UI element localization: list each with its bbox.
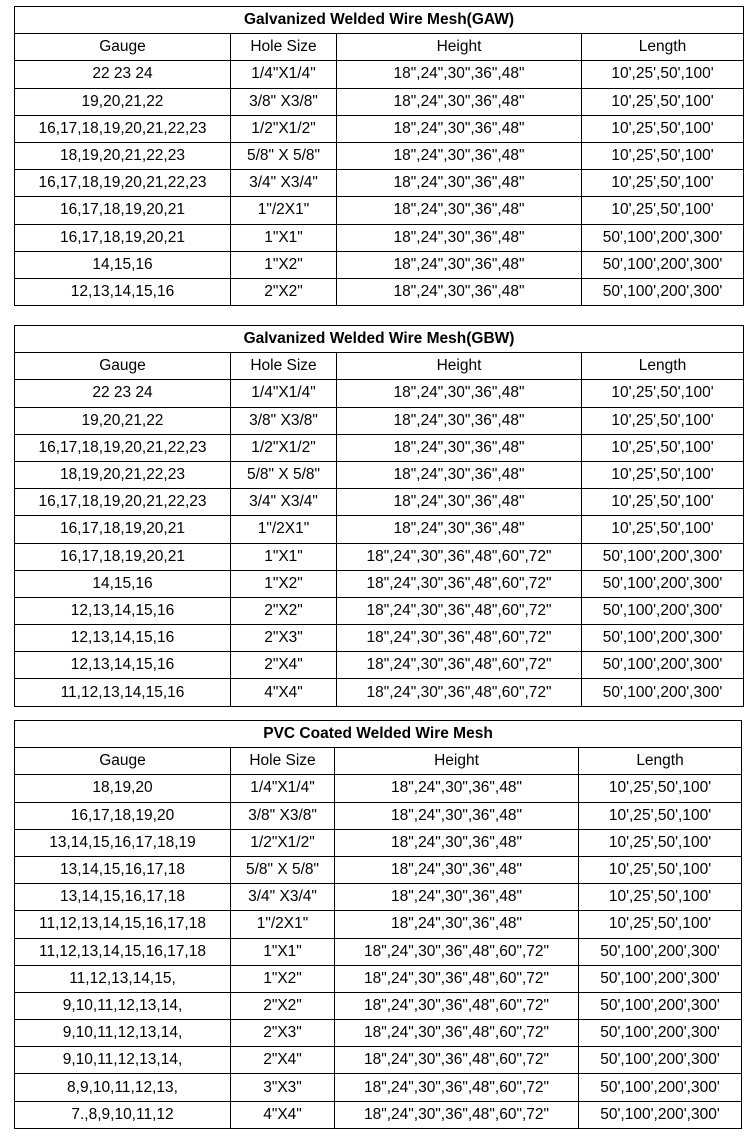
- cell-gauge: 11,12,13,14,15,16,17,18: [15, 911, 231, 938]
- table-header-row: [15, 34, 744, 61]
- header-length: Length: [582, 34, 744, 61]
- header-length: Length: [579, 748, 742, 775]
- cell-height: 18",24",30",36",48": [335, 802, 579, 829]
- cell-hole-size: 2"X4": [231, 652, 337, 679]
- table-row: [15, 543, 744, 570]
- cell-hole-size: 1"/2X1": [231, 911, 335, 938]
- header-height: Height: [335, 748, 579, 775]
- cell-height: 18",24",30",36",48",60",72": [335, 965, 579, 992]
- table-title: Galvanized Welded Wire Mesh(GAW): [15, 7, 744, 34]
- cell-length: 50',100',200',300': [579, 1020, 742, 1047]
- cell-height: 18",24",30",36",48",60",72": [337, 570, 582, 597]
- cell-length: 10',25',50',100': [582, 115, 744, 142]
- table-body: [15, 326, 744, 707]
- table-title: Galvanized Welded Wire Mesh(GBW): [15, 326, 744, 353]
- cell-length: 10',25',50',100': [582, 197, 744, 224]
- cell-gauge: 12,13,14,15,16: [15, 278, 231, 305]
- cell-hole-size: 1"X1": [231, 224, 337, 251]
- table-row: [15, 61, 744, 88]
- cell-hole-size: 1/4"X1/4": [231, 775, 335, 802]
- gaw-spec-table: [14, 6, 744, 306]
- cell-gauge: 16,17,18,19,20,21,22,23: [15, 489, 231, 516]
- cell-gauge: 11,12,13,14,15,16: [15, 679, 231, 706]
- table-header-row: [15, 353, 744, 380]
- table-row: [15, 652, 744, 679]
- table-row: [15, 911, 742, 938]
- table-row: [15, 938, 742, 965]
- table-row: [15, 434, 744, 461]
- cell-hole-size: 3/4" X3/4": [231, 884, 335, 911]
- header-hole-size: Hole Size: [231, 353, 337, 380]
- cell-height: 18",24",30",36",48": [337, 380, 582, 407]
- cell-gauge: 16,17,18,19,20: [15, 802, 231, 829]
- table-row: [15, 570, 744, 597]
- cell-gauge: 12,13,14,15,16: [15, 597, 231, 624]
- cell-length: 50',100',200',300': [579, 1047, 742, 1074]
- cell-hole-size: 4"X4": [231, 1101, 335, 1128]
- cell-gauge: 18,19,20,21,22,23: [15, 142, 231, 169]
- cell-hole-size: 5/8" X 5/8": [231, 856, 335, 883]
- header-hole-size: Hole Size: [231, 34, 337, 61]
- table-row: [15, 170, 744, 197]
- cell-hole-size: 1"/2X1": [231, 197, 337, 224]
- cell-height: 18",24",30",36",48": [337, 170, 582, 197]
- table-header-row: [15, 748, 742, 775]
- cell-length: 10',25',50',100': [582, 170, 744, 197]
- cell-gauge: 12,13,14,15,16: [15, 625, 231, 652]
- table-body: [15, 7, 744, 306]
- table-row: [15, 965, 742, 992]
- cell-hole-size: 3"X3": [231, 1074, 335, 1101]
- cell-height: 18",24",30",36",48": [337, 516, 582, 543]
- cell-gauge: 16,17,18,19,20,21: [15, 543, 231, 570]
- cell-length: 10',25',50',100': [582, 61, 744, 88]
- table-title: PVC Coated Welded Wire Mesh: [15, 721, 742, 748]
- cell-gauge: 11,12,13,14,15,16,17,18: [15, 938, 231, 965]
- cell-length: 10',25',50',100': [579, 911, 742, 938]
- header-gauge: Gauge: [15, 748, 231, 775]
- cell-gauge: 13,14,15,16,17,18,19: [15, 829, 231, 856]
- cell-length: 50',100',200',300': [582, 679, 744, 706]
- cell-length: 50',100',200',300': [579, 938, 742, 965]
- cell-height: 18",24",30",36",48": [337, 88, 582, 115]
- cell-length: 50',100',200',300': [582, 543, 744, 570]
- cell-gauge: 22 23 24: [15, 380, 231, 407]
- cell-hole-size: 1"X2": [231, 251, 337, 278]
- cell-height: 18",24",30",36",48",60",72": [335, 1047, 579, 1074]
- cell-height: 18",24",30",36",48",60",72": [337, 543, 582, 570]
- cell-hole-size: 5/8" X 5/8": [231, 461, 337, 488]
- cell-length: 50',100',200',300': [579, 992, 742, 1019]
- cell-gauge: 13,14,15,16,17,18: [15, 856, 231, 883]
- cell-hole-size: 1"X1": [231, 543, 337, 570]
- pvc-spec-table: [14, 720, 742, 1129]
- cell-hole-size: 2"X2": [231, 597, 337, 624]
- table-row: [15, 829, 742, 856]
- cell-length: 10',25',50',100': [582, 407, 744, 434]
- cell-height: 18",24",30",36",48": [335, 884, 579, 911]
- cell-gauge: 14,15,16: [15, 251, 231, 278]
- table-row: [15, 516, 744, 543]
- cell-height: 18",24",30",36",48": [335, 775, 579, 802]
- table-body: [15, 721, 742, 1129]
- cell-hole-size: 5/8" X 5/8": [231, 142, 337, 169]
- cell-height: 18",24",30",36",48": [337, 278, 582, 305]
- cell-length: 10',25',50',100': [582, 461, 744, 488]
- cell-gauge: 11,12,13,14,15,: [15, 965, 231, 992]
- cell-length: 10',25',50',100': [579, 856, 742, 883]
- cell-gauge: 18,19,20,21,22,23: [15, 461, 231, 488]
- cell-hole-size: 1"X1": [231, 938, 335, 965]
- header-hole-size: Hole Size: [231, 748, 335, 775]
- cell-length: 10',25',50',100': [579, 802, 742, 829]
- cell-height: 18",24",30",36",48",60",72": [335, 938, 579, 965]
- cell-gauge: 12,13,14,15,16: [15, 652, 231, 679]
- cell-hole-size: 3/8" X3/8": [231, 802, 335, 829]
- cell-height: 18",24",30",36",48": [337, 407, 582, 434]
- cell-hole-size: 1"X2": [231, 570, 337, 597]
- cell-height: 18",24",30",36",48",60",72": [335, 1074, 579, 1101]
- header-height: Height: [337, 353, 582, 380]
- table-row: [15, 278, 744, 305]
- cell-gauge: 19,20,21,22: [15, 88, 231, 115]
- cell-height: 18",24",30",36",48",60",72": [337, 652, 582, 679]
- cell-length: 10',25',50',100': [582, 88, 744, 115]
- cell-gauge: 16,17,18,19,20,21,22,23: [15, 434, 231, 461]
- cell-hole-size: 1/2"X1/2": [231, 115, 337, 142]
- cell-height: 18",24",30",36",48": [337, 224, 582, 251]
- table-row: [15, 1101, 742, 1128]
- table-row: [15, 142, 744, 169]
- cell-length: 10',25',50',100': [579, 884, 742, 911]
- cell-length: 10',25',50',100': [582, 434, 744, 461]
- header-gauge: Gauge: [15, 34, 231, 61]
- table-row: [15, 775, 742, 802]
- cell-height: 18",24",30",36",48",60",72": [337, 597, 582, 624]
- cell-height: 18",24",30",36",48": [337, 461, 582, 488]
- cell-gauge: 9,10,11,12,13,14,: [15, 1020, 231, 1047]
- cell-hole-size: 3/8" X3/8": [231, 88, 337, 115]
- table-title-row: [15, 7, 744, 34]
- table-title-row: [15, 721, 742, 748]
- table-row: [15, 380, 744, 407]
- cell-hole-size: 1/2"X1/2": [231, 829, 335, 856]
- table-row: [15, 489, 744, 516]
- cell-hole-size: 3/4" X3/4": [231, 170, 337, 197]
- table-row: [15, 1047, 742, 1074]
- cell-hole-size: 2"X3": [231, 625, 337, 652]
- header-height: Height: [337, 34, 582, 61]
- cell-hole-size: 2"X4": [231, 1047, 335, 1074]
- table-row: [15, 992, 742, 1019]
- cell-gauge: 13,14,15,16,17,18: [15, 884, 231, 911]
- cell-gauge: 9,10,11,12,13,14,: [15, 992, 231, 1019]
- cell-hole-size: 1/4"X1/4": [231, 380, 337, 407]
- cell-hole-size: 1/2"X1/2": [231, 434, 337, 461]
- cell-height: 18",24",30",36",48": [335, 911, 579, 938]
- cell-height: 18",24",30",36",48": [337, 115, 582, 142]
- cell-length: 50',100',200',300': [582, 251, 744, 278]
- table-row: [15, 197, 744, 224]
- cell-gauge: 9,10,11,12,13,14,: [15, 1047, 231, 1074]
- cell-height: 18",24",30",36",48": [337, 61, 582, 88]
- cell-height: 18",24",30",36",48": [337, 197, 582, 224]
- cell-hole-size: 2"X3": [231, 1020, 335, 1047]
- cell-length: 50',100',200',300': [582, 597, 744, 624]
- table-row: [15, 115, 744, 142]
- cell-hole-size: 2"X2": [231, 992, 335, 1019]
- cell-height: 18",24",30",36",48",60",72": [335, 1020, 579, 1047]
- gbw-spec-table: [14, 325, 744, 707]
- table-row: [15, 884, 742, 911]
- cell-height: 18",24",30",36",48": [337, 142, 582, 169]
- cell-length: 10',25',50',100': [582, 489, 744, 516]
- table-row: [15, 224, 744, 251]
- cell-length: 50',100',200',300': [582, 625, 744, 652]
- cell-height: 18",24",30",36",48",60",72": [337, 679, 582, 706]
- cell-height: 18",24",30",36",48": [337, 489, 582, 516]
- cell-gauge: 16,17,18,19,20,21,22,23: [15, 170, 231, 197]
- table-row: [15, 461, 744, 488]
- cell-height: 18",24",30",36",48",60",72": [335, 992, 579, 1019]
- cell-hole-size: 4"X4": [231, 679, 337, 706]
- cell-length: 50',100',200',300': [579, 965, 742, 992]
- cell-length: 50',100',200',300': [582, 224, 744, 251]
- table-row: [15, 856, 742, 883]
- cell-height: 18",24",30",36",48": [337, 251, 582, 278]
- cell-gauge: 18,19,20: [15, 775, 231, 802]
- cell-length: 50',100',200',300': [579, 1101, 742, 1128]
- header-gauge: Gauge: [15, 353, 231, 380]
- cell-length: 10',25',50',100': [579, 829, 742, 856]
- cell-hole-size: 1/4"X1/4": [231, 61, 337, 88]
- header-length: Length: [582, 353, 744, 380]
- table-row: [15, 1020, 742, 1047]
- cell-hole-size: 3/4" X3/4": [231, 489, 337, 516]
- cell-height: 18",24",30",36",48",60",72": [337, 625, 582, 652]
- table-row: [15, 1074, 742, 1101]
- cell-gauge: 8,9,10,11,12,13,: [15, 1074, 231, 1101]
- cell-gauge: 7.,8,9,10,11,12: [15, 1101, 231, 1128]
- cell-gauge: 16,17,18,19,20,21: [15, 224, 231, 251]
- table-row: [15, 88, 744, 115]
- cell-hole-size: 2"X2": [231, 278, 337, 305]
- cell-length: 50',100',200',300': [579, 1074, 742, 1101]
- cell-hole-size: 1"/2X1": [231, 516, 337, 543]
- cell-height: 18",24",30",36",48": [337, 434, 582, 461]
- cell-length: 10',25',50',100': [582, 516, 744, 543]
- cell-height: 18",24",30",36",48": [335, 829, 579, 856]
- cell-gauge: 16,17,18,19,20,21: [15, 197, 231, 224]
- table-row: [15, 407, 744, 434]
- cell-gauge: 16,17,18,19,20,21,22,23: [15, 115, 231, 142]
- cell-length: 50',100',200',300': [582, 570, 744, 597]
- cell-gauge: 19,20,21,22: [15, 407, 231, 434]
- cell-hole-size: 3/8" X3/8": [231, 407, 337, 434]
- cell-gauge: 14,15,16: [15, 570, 231, 597]
- table-row: [15, 679, 744, 706]
- cell-height: 18",24",30",36",48",60",72": [335, 1101, 579, 1128]
- cell-length: 10',25',50',100': [582, 142, 744, 169]
- table-row: [15, 251, 744, 278]
- cell-length: 50',100',200',300': [582, 652, 744, 679]
- cell-height: 18",24",30",36",48": [335, 856, 579, 883]
- cell-gauge: 16,17,18,19,20,21: [15, 516, 231, 543]
- cell-hole-size: 1"X2": [231, 965, 335, 992]
- cell-length: 50',100',200',300': [582, 278, 744, 305]
- cell-length: 10',25',50',100': [582, 380, 744, 407]
- table-row: [15, 802, 742, 829]
- table-row: [15, 597, 744, 624]
- table-row: [15, 625, 744, 652]
- cell-length: 10',25',50',100': [579, 775, 742, 802]
- cell-gauge: 22 23 24: [15, 61, 231, 88]
- table-title-row: [15, 326, 744, 353]
